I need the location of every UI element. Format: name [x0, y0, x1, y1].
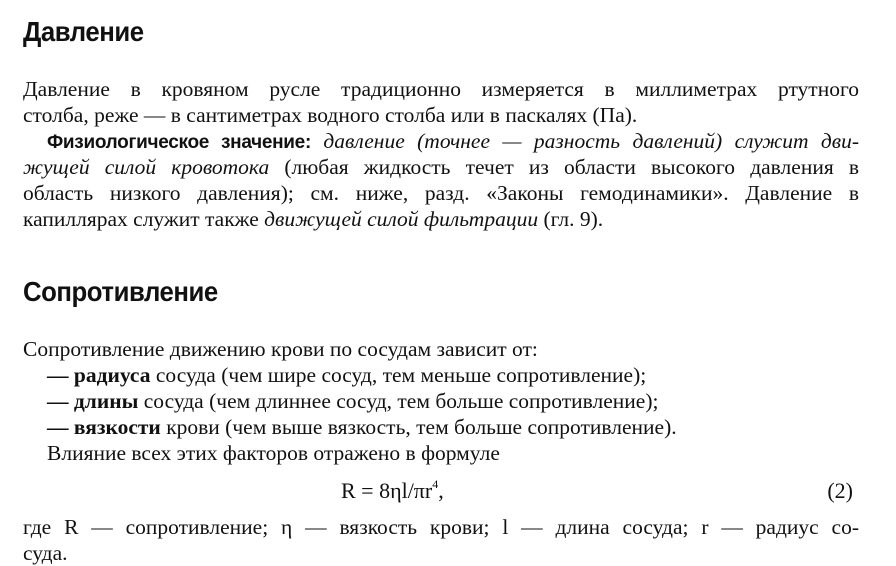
text-span: (гл. 9). — [543, 207, 604, 231]
dash-marker: — — [47, 415, 69, 439]
bold-term: длины — [73, 389, 139, 413]
section-heading-pressure: Давление — [23, 16, 144, 47]
text-span: (любая жидкость течет из области высокого давления в — [284, 155, 860, 179]
paragraph-line — [23, 76, 859, 102]
text-span: капиллярах служит также — [23, 207, 259, 231]
list-item — [47, 362, 646, 388]
text-span: суда. — [23, 541, 68, 565]
text-span: область низкого давления); см. ниже, разд. «Законы гемодинамики». Давление в — [23, 181, 859, 205]
paragraph-line — [47, 440, 500, 466]
paragraph-line — [23, 206, 603, 232]
text-span: столба, реже — в сантиметрах водного столба или в паскалях (Па). — [23, 103, 638, 127]
paragraph-line — [23, 540, 68, 566]
dash-marker: — — [47, 389, 69, 413]
bold-term: вязкости — [73, 415, 161, 439]
bold-term: Физиологическое значение: — [47, 132, 311, 153]
formula-number: (2) — [827, 478, 853, 503]
section-heading-resistance: Сопротивление — [23, 276, 218, 307]
list-item — [47, 388, 658, 414]
formula-main: R = 8ηl/πr — [341, 478, 433, 503]
text-span: где R — сопротивление; η — вязкость крови; l — длина сосуда; r — радиус со- — [23, 515, 859, 539]
paragraph-line — [23, 102, 637, 128]
formula-expression — [341, 478, 444, 504]
formula-exponent: 4 — [432, 477, 439, 491]
italic-text: жущей силой кровотока — [23, 155, 270, 179]
formula-tail: , — [438, 478, 444, 503]
text-span: крови (чем выше вязкость, тем больше сопротивление). — [166, 415, 677, 439]
text-span: Влияние всех этих факторов отражено в формуле — [47, 441, 500, 465]
italic-text: движущей силой фильтрации — [264, 207, 539, 231]
italic-text: давление (точнее — разность давлений) служит дви- — [323, 129, 860, 153]
list-item — [47, 414, 677, 440]
bold-term: радиуса — [73, 363, 151, 387]
text-span: сосуда (чем шире сосуд, тем меньше сопротивление); — [155, 363, 647, 387]
paragraph-line — [23, 514, 859, 540]
text-span: сосуда (чем длиннее сосуд, тем больше сопротивление); — [143, 389, 659, 413]
paragraph-line — [23, 336, 538, 362]
dash-marker: — — [47, 363, 69, 387]
text-span: Сопротивление движению крови по сосудам зависит от: — [23, 337, 538, 361]
paragraph-line — [47, 128, 859, 156]
paragraph-line — [23, 154, 859, 180]
text-span: Давление в кровяном русле традиционно измеряется в миллиметрах ртутного — [23, 77, 859, 101]
paragraph-line — [23, 180, 859, 206]
